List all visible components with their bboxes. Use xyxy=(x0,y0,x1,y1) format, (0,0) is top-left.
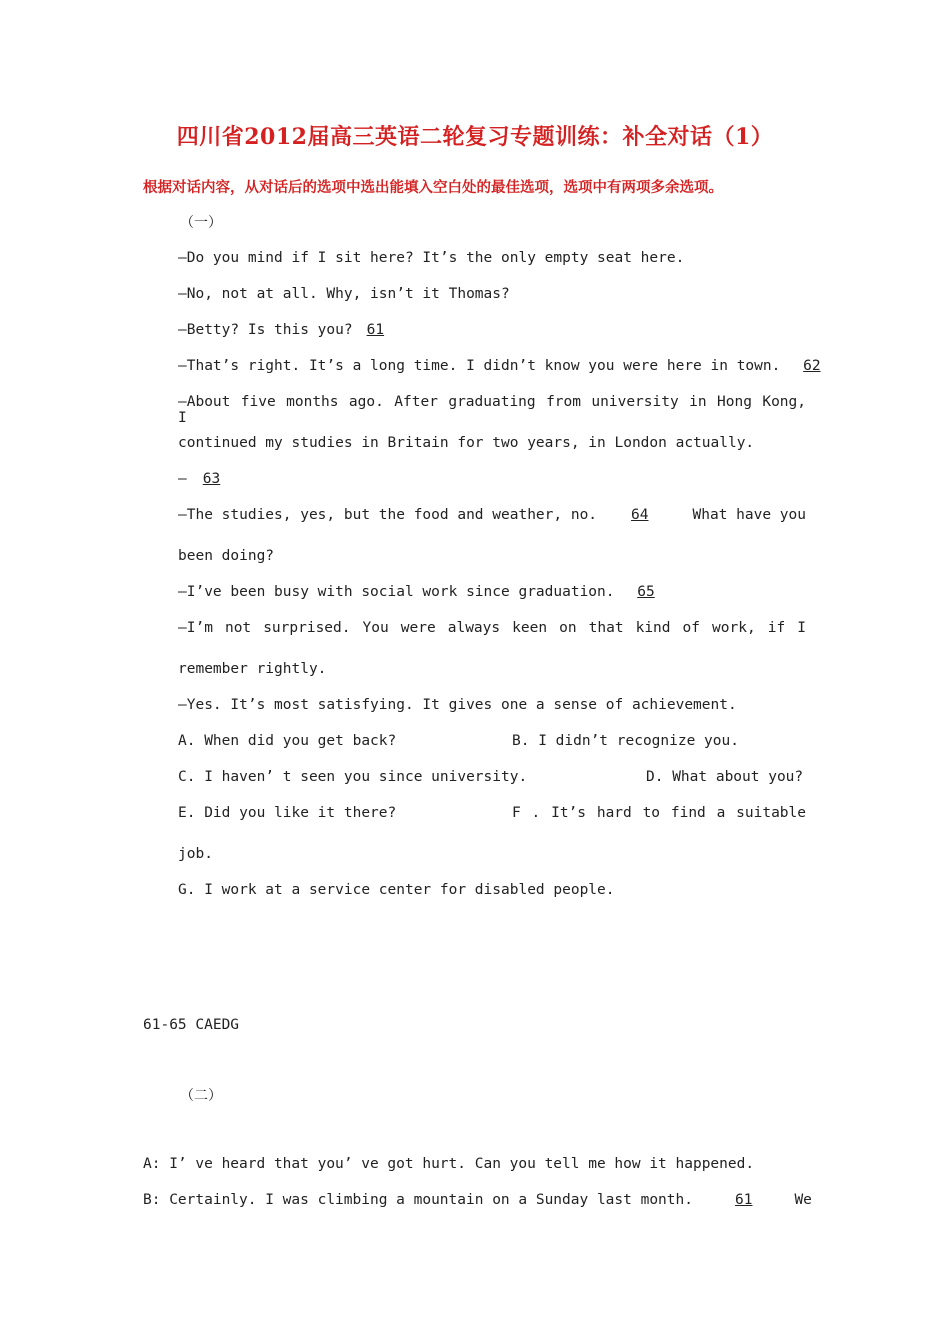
dialogue-line-9: —I’m not surprised. You were always keen on that kind of work, if I xyxy=(178,620,806,636)
blank-61: 61 xyxy=(366,322,385,338)
dialogue-line-9-cont: remember rightly. xyxy=(178,661,327,677)
dialogue-2-line-2 xyxy=(143,1192,812,1208)
blank-65: 65 xyxy=(637,584,655,600)
answer-key: 61-65 CAEDG xyxy=(143,1017,240,1033)
dialogue-line-3 xyxy=(178,322,406,338)
dialogue-text: —The studies, yes, but the food and weather, no. xyxy=(178,507,598,523)
dialogue-line-5-cont: continued my studies in Britain for two years, in London actually. xyxy=(178,435,755,451)
instruction-text: 根据对话内容，从对话后的选项中选出能填入空白处的最佳选项，选项中有两项多余选项。 xyxy=(143,180,723,196)
dialogue-line-10: —Yes. It’s most satisfying. It gives one a sense of achievement. xyxy=(178,697,737,713)
blank-62: 62 xyxy=(803,358,821,374)
dialogue-line-8 xyxy=(178,584,679,600)
section-2-label: （二） xyxy=(180,1088,222,1104)
option-f: F . It’s hard to find a suitable xyxy=(512,805,806,821)
section-1-label: （一） xyxy=(180,215,222,231)
dialogue-2-line-1: A: I’ ve heard that you’ ve got hurt. Can you tell me how it happened. xyxy=(143,1156,755,1172)
blank-64: 64 xyxy=(631,507,649,523)
dialogue-text: We xyxy=(794,1192,812,1208)
option-c: C. I haven’ t seen you since university. xyxy=(178,769,528,785)
dialogue-text: —Betty? Is this you? xyxy=(178,322,353,338)
dialogue-line-7-cont: been doing? xyxy=(178,548,275,564)
dialogue-line-6: — 63 xyxy=(178,471,244,487)
dialogue-line-1: —Do you mind if I sit here? It’s the only empty seat here. xyxy=(178,250,685,266)
option-e: E. Did you like it there? xyxy=(178,805,397,821)
option-d: D. What about you? xyxy=(646,769,804,785)
blank-63: 63 xyxy=(202,471,221,487)
dialogue-text: —I’ve been busy with social work since graduation. xyxy=(178,584,615,600)
dialogue-line-4 xyxy=(178,358,821,374)
dialogue-line-2: —No, not at all. Why, isn’t it Thomas? xyxy=(178,286,510,302)
dialogue-line-5: —About five months ago. After graduating from university in Hong Kong, I xyxy=(178,394,806,426)
option-f-cont: job. xyxy=(178,846,213,862)
dialogue-line-7 xyxy=(178,507,806,523)
dialogue-text: —That’s right. It’s a long time. I didn’t know you were here in town. xyxy=(178,358,781,374)
option-a: A. When did you get back? xyxy=(178,733,397,749)
dialogue-text: B: Certainly. I was climbing a mountain on a Sunday last month. xyxy=(143,1192,693,1208)
page-title: 四川省2012届高三英语二轮复习专题训练：补全对话（1） xyxy=(176,124,774,150)
dialogue-text: What have you xyxy=(692,507,806,523)
option-g: G. I work at a service center for disabled people. xyxy=(178,882,615,898)
option-b: B. I didn’t recognize you. xyxy=(512,733,739,749)
blank-2-61: 61 xyxy=(734,1192,753,1208)
